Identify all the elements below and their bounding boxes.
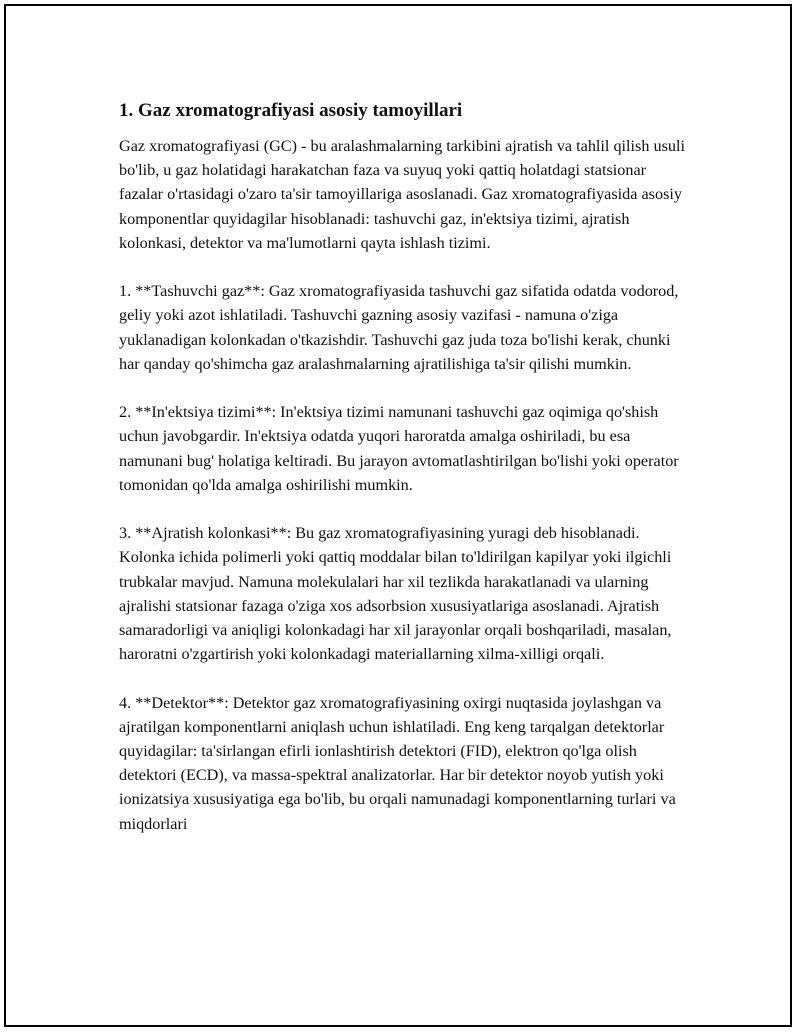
paragraph-separation-column: 3. **Ajratish kolonkasi**: Bu gaz xromatografiyasining yuragi deb hisoblanadi. Kolonka ichida polimerli yoki qattiq moddalar bilan to'ldirilgan kapilyar yoki ilgichli trubkalar mavjud. Namuna molekulalari har xil tezlikda harakatlanadi va ularning ajralishi statsionar fazaga o'ziga xos adsorbsion xususiyatlariga asoslanadi. Ajratish samaradorligi va aniqligi kolonkadagi har xil jarayonlar orqali boshqariladi, masalan, haroratni o'zgartirish yoki kolonkadagi materiallarning xilma-xilligi orqali. (119, 524, 672, 664)
document-page (4, 4, 792, 1027)
paragraph-intro: Gaz xromatografiyasi (GC) - bu aralashmalarning tarkibini ajratish va tahlil qilish usuli bo'lib, u gaz holatidagi harakatchan faza va suyuq yoki qattiq holatdagi statsionar fazalar o'rtasidagi o'zaro ta'sir tamoyillariga asoslanadi. Gaz xromatografiyasida asosiy komponentlar quyidagilar hisoblanadi: tashuvchi gaz, in'ektsiya tizimi, ajratish kolonkasi, detektor va ma'lumotlarni qayta ishlash tizimi. (119, 137, 685, 252)
paragraph-injection-system: 2. **In'ektsiya tizimi**: In'ektsiya tizimi namunani tashuvchi gaz oqimiga qo'shish uchun javobgardir. In'ektsiya odatda yuqori haroratda amalga oshiriladi, bu esa namunani bug' holatiga keltiradi. Bu jarayon avtomatlashtirilgan bo'lishi yoki operator tomonidan qo'lda amalga oshirilishi mumkin. (119, 403, 679, 494)
document-content (119, 98, 694, 860)
paragraph-detector: 4. **Detektor**: Detektor gaz xromatografiyasining oxirgi nuqtasida joylashgan va ajratilgan komponentlarni aniqlash uchun ishlatiladi. Eng keng tarqalgan detektorlar quyidagilar: ta'sirlangan efirli ionlashtirish detektori (FID), elektron qo'lga olish detektori (ECD), va massa-spektral analizatorlar. Har bir detektor noyob yutish yoki ionizatsiya xususiyatiga ega bo'lib, bu orqali namunadagi komponentlarning turlari va miqdorlari (119, 693, 676, 833)
paragraph-carrier-gas: 1. **Tashuvchi gaz**: Gaz xromatografiyasida tashuvchi gaz sifatida odatda vodorod, geliy yoki azot ishlatiladi. Tashuvchi gazning asosiy vazifasi - namuna o'ziga yuklanadigan kolonkadan o'tkazishdir. Tashuvchi gaz juda toza bo'lishi kerak, chunki har qanday qo'shimcha gaz aralashmalarning ajratilishiga ta'sir qilishi mumkin. (119, 282, 679, 373)
section-heading: 1. Gaz xromatografiyasi asosiy tamoyillari (119, 100, 463, 121)
